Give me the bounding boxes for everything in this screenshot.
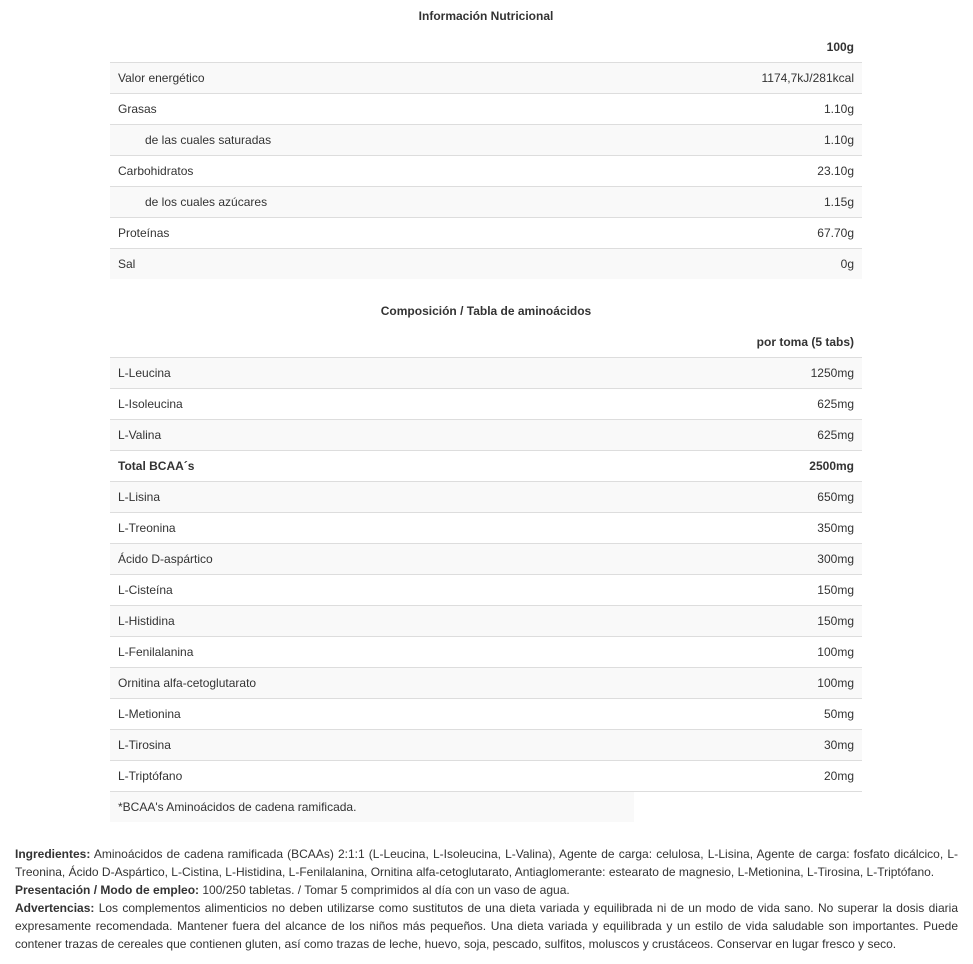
row-label: Valor energético — [118, 71, 205, 85]
table-row — [110, 125, 862, 156]
row-value: 625mg — [817, 397, 854, 411]
row-label: L-Treonina — [118, 521, 176, 535]
table-row — [110, 94, 862, 125]
table-row-total — [110, 451, 862, 482]
amino-table-title: Composición / Tabla de aminoácidos — [380, 304, 592, 318]
table-row — [110, 761, 862, 792]
row-label: L-Histidina — [118, 614, 175, 628]
row-value: 0g — [840, 257, 854, 271]
nutrition-table-title: Información Nutricional — [418, 9, 554, 23]
bcaa-footnote: *BCAA's Aminoácidos de cadena ramificada. — [110, 792, 634, 822]
table-row — [110, 699, 862, 730]
table-row — [110, 575, 862, 606]
row-label: L-Valina — [118, 428, 162, 442]
row-label: L-Leucina — [118, 366, 171, 380]
row-value: 1.10g — [823, 102, 854, 116]
table-row — [110, 482, 862, 513]
presentation-label: Presentación / Modo de empleo: — [15, 883, 200, 897]
row-label: L-Tirosina — [118, 738, 171, 752]
row-value: 1250mg — [810, 366, 854, 380]
table-row — [110, 730, 862, 761]
nutrition-column-header: 100g — [110, 32, 862, 63]
row-label: Ácido D-aspártico — [118, 552, 213, 566]
table-row — [110, 218, 862, 249]
nutrition-table — [110, 63, 862, 279]
presentation-text: 100/250 tabletas. / Tomar 5 comprimidos al día con un vaso de agua. — [199, 883, 570, 897]
row-label: Grasas — [118, 102, 157, 116]
row-value: 100mg — [817, 645, 854, 659]
row-value: 350mg — [817, 521, 854, 535]
row-label: de las cuales saturadas — [145, 133, 272, 147]
row-value: 30mg — [823, 738, 854, 752]
tables-container — [110, 0, 862, 822]
row-value: 1.15g — [823, 195, 854, 209]
row-value: 625mg — [817, 428, 854, 442]
table-row — [110, 544, 862, 575]
row-value: 1.10g — [823, 133, 854, 147]
ingredients-label: Ingredientes: — [15, 847, 91, 861]
row-label: Sal — [118, 257, 136, 271]
row-value: 2500mg — [809, 459, 854, 473]
table-row — [110, 513, 862, 544]
warnings-label: Advertencias: — [15, 901, 95, 915]
row-label: de los cuales azúcares — [145, 195, 268, 209]
row-value: 1174,7kJ/281kcal — [761, 71, 854, 85]
row-value: 650mg — [817, 490, 854, 504]
row-label: Proteínas — [118, 226, 170, 240]
row-label: L-Metionina — [118, 707, 181, 721]
presentation-paragraph — [15, 881, 958, 899]
ingredients-paragraph — [15, 845, 958, 881]
row-label: L-Triptófano — [118, 769, 183, 783]
table-row — [110, 358, 862, 389]
ingredients-text: Aminoácidos de cadena ramificada (BCAAs) 2:1:1 (L-Leucina, L-Isoleucina, L-Valina), Agente de carga: celulosa, L-Lisina, Agente de carga: fosfato dicálcico, L-Treonina, Ácido D-Aspártico, L-Cistina, L-Histidina, L-Fenilalanina, Ornitina alfa-cetoglutarato, Antiaglomerante: estearato de magnesio, L-Metionina, L-Tirosina, L-Triptófano. — [15, 847, 958, 879]
row-label: Total BCAA´s — [118, 459, 195, 473]
row-label: L-Cisteína — [118, 583, 173, 597]
row-value: 20mg — [823, 769, 854, 783]
amino-table — [110, 358, 862, 792]
row-value: 100mg — [817, 676, 854, 690]
table-row — [110, 63, 862, 94]
table-row — [110, 606, 862, 637]
warnings-paragraph — [15, 899, 958, 953]
row-label: Ornitina alfa-cetoglutarato — [118, 676, 257, 690]
row-value: 150mg — [817, 614, 854, 628]
row-label: L-Fenilalanina — [118, 645, 194, 659]
table-row — [110, 249, 862, 279]
row-value: 67.70g — [817, 226, 854, 240]
table-row — [110, 637, 862, 668]
row-label: L-Lisina — [118, 490, 161, 504]
table-row — [110, 668, 862, 699]
table-row — [110, 389, 862, 420]
product-info-text — [15, 845, 958, 953]
amino-column-header: por toma (5 tabs) — [110, 327, 862, 358]
table-row — [110, 187, 862, 218]
warnings-text: Los complementos alimenticios no deben utilizarse como sustitutos de una dieta variada y equilibrada ni de un modo de vida sano. No superar la dosis diaria expresamente recomendada. Mantener fuera del alcance de los niños más pequeños. Una dieta variada y equilibrada y un estilo de vida saludable son importantes. Puede contener trazas de cereales que contienen gluten, así como trazas de leche, huevo, soja, pescado, sulfitos, moluscos y crustáceos. Conservar en lugar fresco y seco. — [15, 901, 958, 951]
row-value: 150mg — [817, 583, 854, 597]
table-row — [110, 420, 862, 451]
row-value: 300mg — [817, 552, 854, 566]
row-label: L-Isoleucina — [118, 397, 183, 411]
row-label: Carbohidratos — [118, 164, 194, 178]
row-value: 23.10g — [817, 164, 854, 178]
table-row — [110, 156, 862, 187]
row-value: 50mg — [823, 707, 854, 721]
